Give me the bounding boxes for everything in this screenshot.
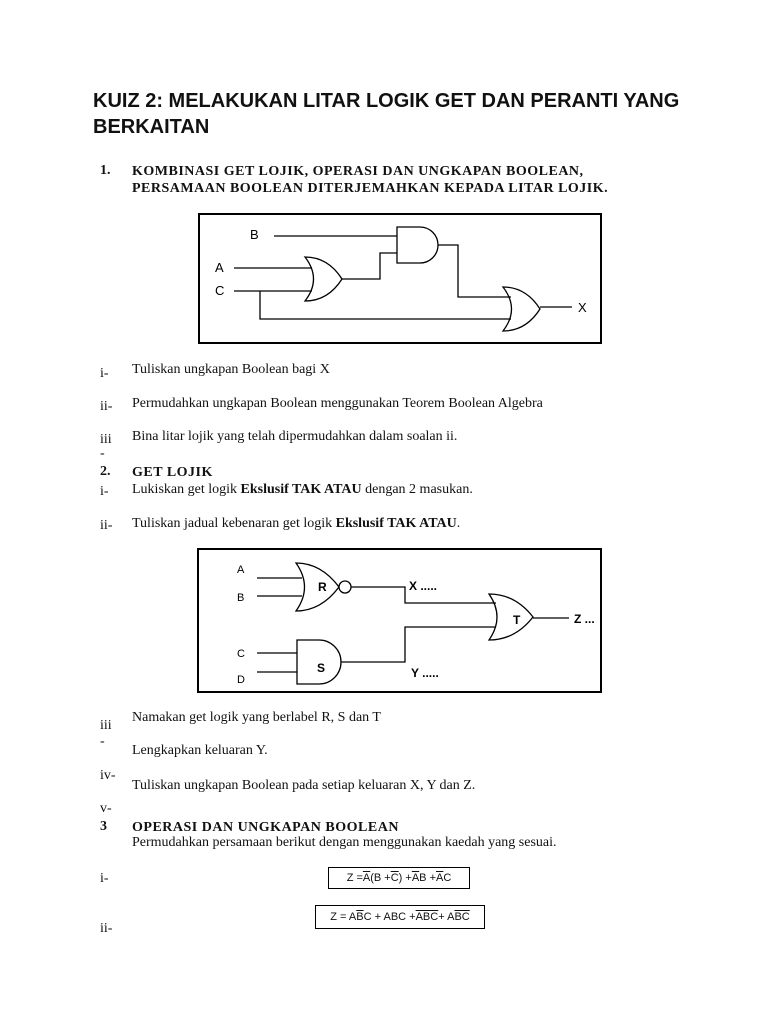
q2-label-b: B [237, 592, 245, 604]
q2-sub-label-v: v- [100, 801, 112, 816]
q2-gate-s-label: S [317, 661, 326, 675]
q2-item-i-label: i- [100, 484, 109, 499]
q1-circuit-diagram [198, 213, 602, 344]
q3-item-ii-label: ii- [100, 921, 113, 936]
quiz-title-line1: KUIZ 2: MELAKUKAN LITAR LOGIK GET DAN PERANTI YANG [93, 90, 680, 112]
q2-number: 2. [100, 464, 111, 479]
q2-sub-label-iii: iii [100, 718, 112, 733]
q1-item-ii-text: Permudahkan ungkapan Boolean menggunakan Teorem Boolean Algebra [132, 396, 543, 411]
q2-circuit-diagram [197, 548, 602, 693]
q2-circuit-svg [199, 550, 604, 695]
q1-label-c: C [215, 283, 225, 298]
q1-item-ii-label: ii- [100, 399, 113, 414]
q2-sub-text-1: Namakan get logik yang berlabel R, S dan T [132, 710, 381, 725]
q1-item-i-text: Tuliskan ungkapan Boolean bagi X [132, 362, 330, 377]
q2-label-c: C [237, 648, 245, 660]
q2-item-ii-label: ii- [100, 518, 113, 533]
q3-intro: Permudahkan persamaan berikut dengan menggunakan kaedah yang sesuai. [132, 835, 557, 850]
q1-heading-line2: PERSAMAAN BOOLEAN DITERJEMAHKAN KEPADA LITAR LOJIK. [132, 181, 609, 196]
q1-heading-line1: KOMBINASI GET LOJIK, OPERASI DAN UNGKAPAN BOOLEAN, [132, 164, 584, 179]
q2-sub-text-2: Lengkapkan keluaran Y. [132, 743, 268, 758]
q2-sub-label-dash: - [100, 734, 105, 749]
q2-sub-label-iv: iv- [100, 768, 116, 783]
q2-gate-t-label: T [513, 613, 521, 627]
q2-label-a: A [237, 564, 245, 576]
q2-heading: GET LOJIK [132, 465, 213, 480]
quiz-title-line2: BERKAITAN [93, 116, 210, 138]
q1-circuit-svg [200, 215, 604, 346]
q3-heading: OPERASI DAN UNGKAPAN BOOLEAN [132, 820, 399, 835]
q1-label-b: B [250, 227, 259, 242]
q1-item-i-label: i- [100, 366, 109, 381]
q1-label-a: A [215, 260, 224, 275]
q1-item-iii-text: Bina litar lojik yang telah dipermudahkan dalam soalan ii. [132, 429, 458, 444]
q3-number: 3 [100, 819, 107, 834]
q2-item-ii-text: Tuliskan jadual kebenaran get logik Ekslusif TAK ATAU. [132, 516, 461, 531]
q3-item-i-label: i- [100, 871, 109, 886]
q2-gate-r-label: R [318, 580, 327, 594]
q2-item-i-text: Lukiskan get logik Ekslusif TAK ATAU dengan 2 masukan. [132, 482, 473, 497]
q2-output-y-label: Y ..... [411, 666, 439, 680]
q1-label-x: X [578, 300, 587, 315]
q1-number: 1. [100, 163, 111, 178]
q1-item-iii-dash: - [100, 446, 105, 461]
q2-sub-text-3: Tuliskan ungkapan Boolean pada setiap keluaran X, Y dan Z. [132, 778, 476, 793]
q2-output-z-label: Z ... [574, 612, 595, 626]
q2-label-d: D [237, 674, 245, 686]
q3-equation-1: Z = $\overline{A}$ (B + $\overline{C}$ ) + $\overline{A}$ B + $\overline{A}$ C [328, 867, 470, 889]
q2-output-x-label: X ..... [409, 579, 438, 593]
q3-equation-2: Z = A $\overline{B}$ C + ABC + $\overline{ABC}$ + A $\overline{BC}$ [315, 905, 485, 929]
q1-item-iii-label: iii [100, 432, 112, 447]
